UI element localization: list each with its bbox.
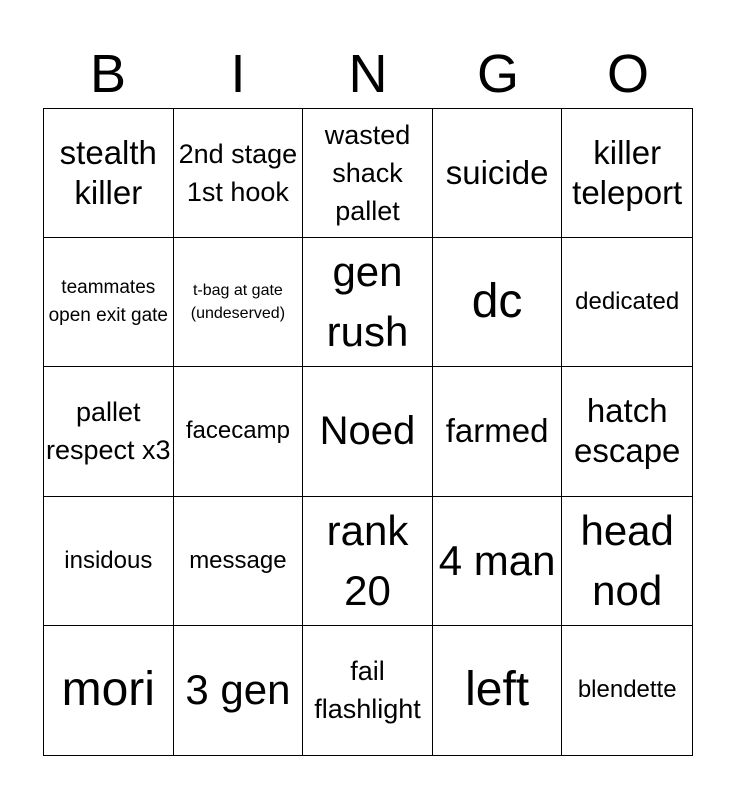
bingo-header [43,40,693,108]
bingo-cell[interactable] [44,238,174,367]
bingo-cell[interactable] [303,238,433,367]
bingo-cell[interactable] [562,367,692,496]
cell-label: message [189,546,287,574]
bingo-cell[interactable] [433,626,563,755]
cell-label: t-bag at gate (undeserved) [190,282,286,323]
cell-label: left [465,663,530,717]
bingo-cell[interactable] [174,367,304,496]
bingo-board [43,108,693,756]
cell-label: teammates open exit gate [48,277,168,327]
header-letter-o: O [606,44,649,104]
cell-label: pallet respect x3 [46,397,171,466]
bingo-cell[interactable] [174,497,304,626]
cell-label: mori [61,663,155,717]
bingo-cell[interactable] [303,109,433,238]
header-letter-g: G [476,44,519,104]
bingo-cell[interactable] [433,109,563,238]
bingo-cell[interactable] [174,109,304,238]
cell-label: 4 man [438,536,556,584]
cell-label: 2nd stage 1st hook [178,139,298,208]
header-letter-i: I [230,44,246,104]
bingo-cell[interactable] [562,238,692,367]
bingo-cell[interactable] [44,367,174,496]
cell-label: hatch escape [573,392,681,470]
cell-label: farmed [445,412,549,450]
cell-label: facecamp [185,417,290,445]
bingo-cell[interactable] [303,367,433,496]
header-letter-n: N [348,44,388,104]
cell-label: insidous [64,546,153,574]
cell-label: gen rush [326,248,409,356]
bingo-cell[interactable] [44,109,174,238]
cell-label: suicide [445,154,549,192]
bingo-cell[interactable] [433,497,563,626]
bingo-cell[interactable] [562,626,692,755]
cell-label: rank 20 [326,506,409,614]
bingo-cell[interactable] [433,238,563,367]
bingo-cell[interactable] [562,109,692,238]
bingo-cell[interactable] [44,626,174,755]
cell-label: 3 gen [185,666,291,714]
bingo-cell[interactable] [562,497,692,626]
bingo-cell[interactable] [44,497,174,626]
cell-label: Noed [319,409,416,454]
header-letter-b: B [89,44,127,104]
bingo-cell[interactable] [174,626,304,755]
cell-label: dc [471,275,523,329]
cell-label: blendette [577,676,677,704]
bingo-cell[interactable] [303,497,433,626]
cell-label: head nod [580,506,674,614]
bingo-cell[interactable] [433,367,563,496]
cell-label: dedicated [575,288,680,316]
bingo-cell[interactable] [174,238,304,367]
bingo-cell[interactable] [303,626,433,755]
cell-label: stealth killer [59,134,157,212]
cell-label: wasted shack pallet [324,120,411,227]
cell-label: killer teleport [572,134,683,212]
cell-label: fail flashlight [314,656,421,725]
